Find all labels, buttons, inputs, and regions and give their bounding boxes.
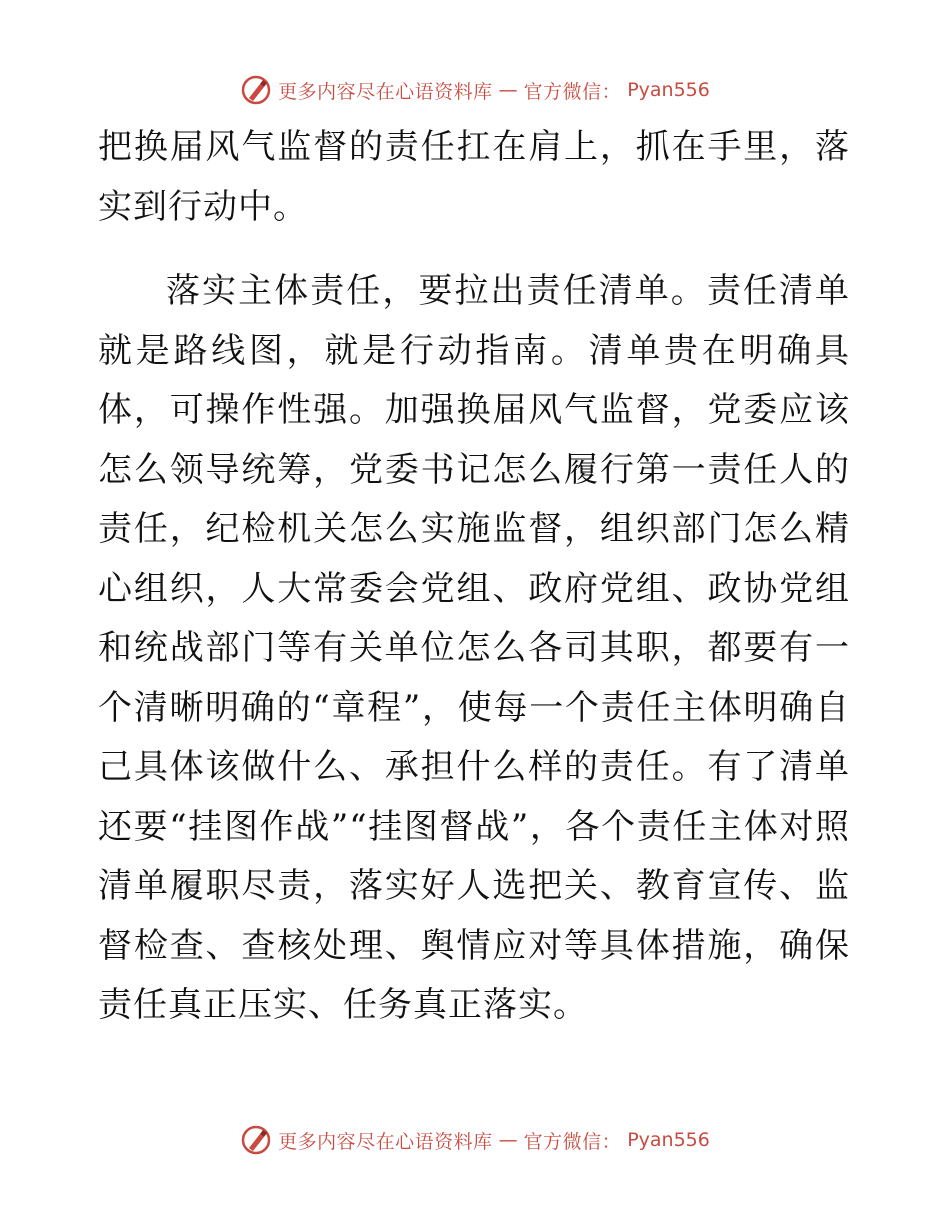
pen-nib-icon bbox=[240, 1124, 272, 1156]
watermark-text: 更多内容尽在心语资料库 bbox=[278, 80, 493, 103]
pen-nib-icon bbox=[240, 74, 272, 106]
watermark-separator: — bbox=[498, 1129, 518, 1151]
watermark-footer bbox=[0, 1120, 950, 1160]
paragraph: 落实主体责任，要拉出责任清单。责任清单就是路线图，就是行动指南。清单贵在明确具体，可操作性强。加强换届风气监督，党委应该怎么领导统筹，党委书记怎么履行第一责任人的责任，纪检机关怎么实施监督，组织部门怎么精心组织，人大常委会党组、政府党组、政协党组和统战部门等有关单位怎么各司其职，都要有一个清晰明确的“章程”，使每一个责任主体明确自己具体该做什么、承担什么样的责任。有了清单还要“挂图作战”“挂图督战”，各个责任主体对照清单履职尽责，落实好人选把关、教育宣传、监督检查、查核处理、舆情应对等具体措施，确保责任真正压实、任务真正落实。 bbox=[98, 271, 850, 1025]
watermark-header bbox=[0, 70, 950, 110]
watermark-account: Pyan556 bbox=[627, 1129, 710, 1151]
watermark-text: 更多内容尽在心语资料库 bbox=[278, 1130, 493, 1153]
paragraph: 把换届风气监督的责任扛在肩上，抓在手里，落实到行动中。 bbox=[98, 127, 850, 227]
watermark-account: Pyan556 bbox=[627, 79, 710, 101]
watermark-wechat-label: 官方微信： bbox=[523, 80, 622, 103]
document-body bbox=[98, 118, 850, 1036]
watermark-separator: — bbox=[498, 79, 518, 101]
watermark-wechat-label: 官方微信： bbox=[523, 1130, 622, 1153]
